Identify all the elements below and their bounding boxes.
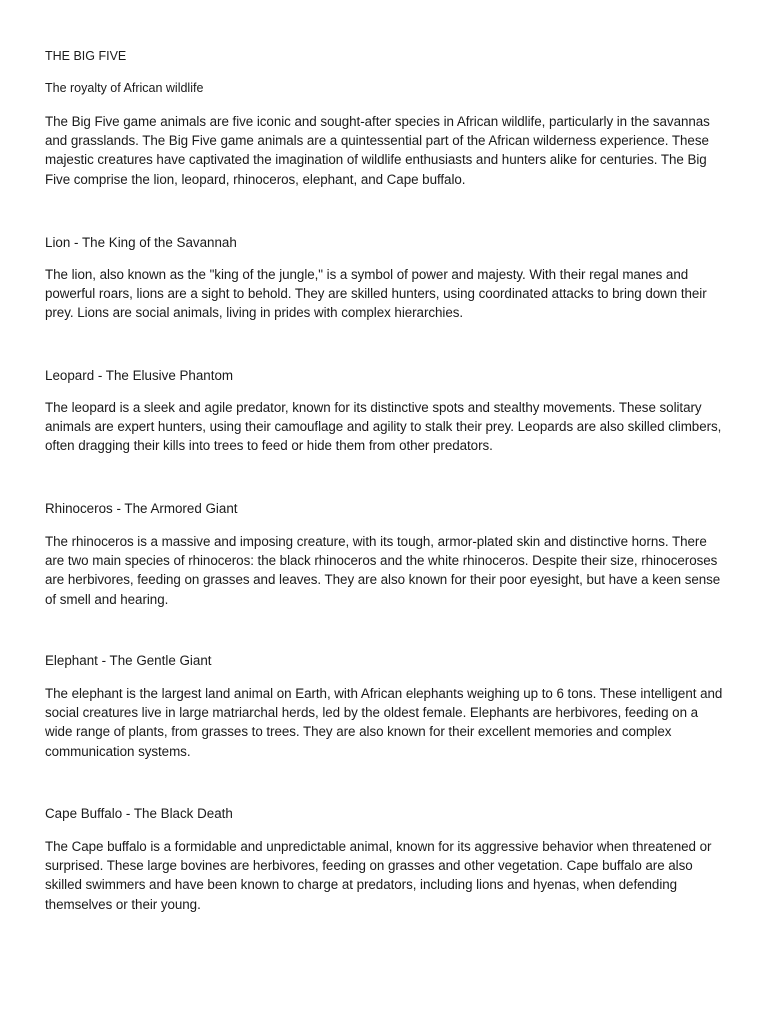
document-subtitle: The royalty of African wildlife — [45, 81, 204, 95]
section-body-leopard: The leopard is a sleek and agile predator, known for its distinctive spots and stealthy movements. These solitary animals are expert hunters, using their camouflage and agility to stalk their prey. Leopards are also skilled climbers, often dragging their kills into trees to feed or hide them from other predators. — [45, 400, 722, 454]
section-body-rhinoceros: The rhinoceros is a massive and imposing creature, with its tough, armor-plated skin and distinctive horns. There are two main species of rhinoceros: the black rhinoceros and the white rhinoceros. Despite their size, rhinoceroses are herbivores, feeding on grasses and leaves. They are also known for their poor eyesight, but have a keen sense of smell and hearing. — [45, 534, 721, 607]
section-heading-lion: Lion - The King of the Savannah — [45, 235, 237, 250]
section-heading-cape-buffalo: Cape Buffalo - The Black Death — [45, 806, 233, 821]
section-body-cape-buffalo: The Cape buffalo is a formidable and unpredictable animal, known for its aggressive behavior when threatened or surprised. These large bovines are herbivores, feeding on grasses and other vegetation. Cape buffalo are also skilled swimmers and have been known to charge at predators, including lions and hyenas, when defending themselves or their young. — [45, 839, 712, 912]
document-title: THE BIG FIVE — [45, 49, 127, 63]
section-heading-rhinoceros: Rhinoceros - The Armored Giant — [45, 501, 238, 516]
section-heading-elephant: Elephant - The Gentle Giant — [45, 653, 212, 668]
section-body-lion: The lion, also known as the "king of the jungle," is a symbol of power and majesty. With their regal manes and powerful roars, lions are a sight to behold. They are skilled hunters, using coordinated attacks to bring down their prey. Lions are social animals, living in prides with complex hierarchies. — [45, 267, 707, 321]
intro-paragraph: The Big Five game animals are five iconic and sought-after species in African wildlife, particularly in the savannas and grasslands. The Big Five game animals are a quintessential part of the African wilderness experience. These majestic creatures have captivated the imagination of wildlife enthusiasts and hunters alike for centuries. The Big Five comprise the lion, leopard, rhinoceros, elephant, and Cape buffalo. — [45, 114, 710, 187]
section-body-elephant: The elephant is the largest land animal on Earth, with African elephants weighing up to 6 tons. These intelligent and social creatures live in large matriarchal herds, led by the oldest female. Elephants are herbivores, feeding on a wide range of plants, from grasses to trees. They are also known for their excellent memories and complex communication systems. — [45, 686, 723, 759]
section-heading-leopard: Leopard - The Elusive Phantom — [45, 368, 234, 383]
